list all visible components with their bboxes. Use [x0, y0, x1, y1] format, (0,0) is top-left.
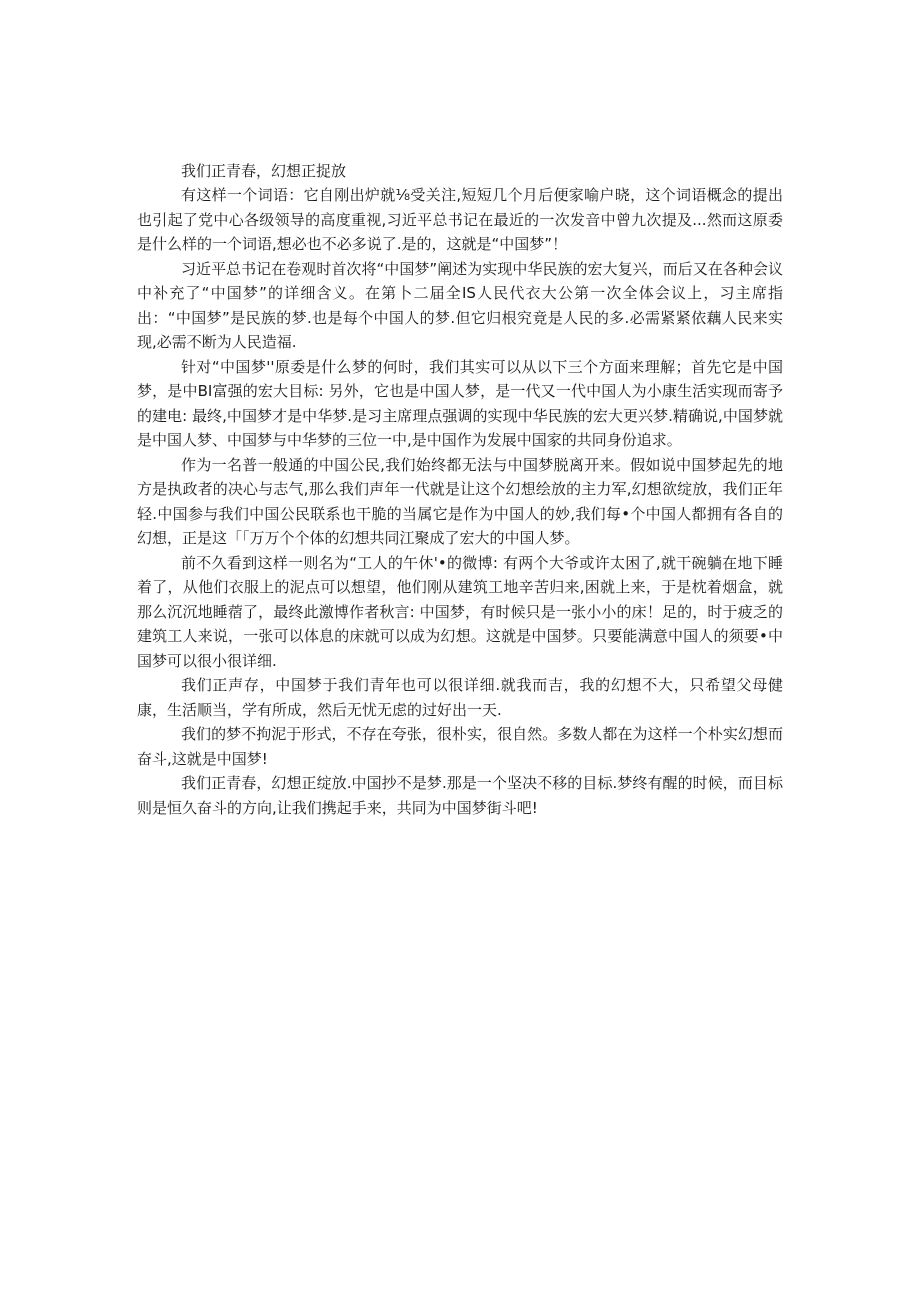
paragraph-1: 有这样一个词语：它自刚出炉就⅛受关注,短短几个月后便家喻户晓，这个词语概念的提出也引起了党中心各级领导的高度重视,习近平总书记在最近的一次发音中曾九次提及...然而这原委是什么样的一个词语,想必也不必多说了.是的，这就是“中国梦”！: [137, 186, 783, 253]
paragraph-4: 作为一名普一般通的中国公民,我们始终都无法与中国梦脱离开来。假如说中国梦起先的地方是执政者的决心与志气,那么我们声年一代就是让这个幻想绘放的主力军,幻想欲绽放，我们正年轻.中国参与我们中国公民联系也干脆的当属它是作为中国人的妙,我们每•个中国人都拥有各自的幻想，正是这「「万万个个体的幻想共同江聚成了宏大的中国人梦。: [137, 455, 783, 547]
paragraph-8: 我们正青春，幻想正绽放.中国抄不是梦.那是一个坚决不移的目标.梦终有醒的时候，而目标则是恒久奋斗的方向,让我们携起手来，共同为中国梦街斗吧!: [137, 774, 783, 817]
paragraph-3: 针对“中国梦''原委是什么梦的何时，我们其实可以从以下三个方面来理解；首先它是中国梦，是中BI富强的宏大目标: 另外，它也是中国人梦，是一代又一代中国人为小康生活实现而寄予的建电: 最终,中国梦才是中华梦.是习主席理点强调的实现中华民族的宏大更兴梦.精确说,中国梦就是中国人梦、中国梦与中华梦的三位一中,是中国作为发展中国家的共同身份追求。: [137, 357, 783, 449]
paragraph-2: 习近平总书记在卷观时首次将“中国梦”阐述为实现中华民族的宏大复兴，而后又在各种会议中补充了“中国梦”的详细含义。在第卜二届全IS人民代衣大公第一次全体会议上，习主席指出：“中国梦”是民族的梦.也是每个中国人的梦.但它归根究竟是人民的多.必需紧紧依藕人民来实现,必需不断为人民造福.: [137, 259, 783, 351]
article-title: 我们正青春，幻想正捉放: [181, 162, 347, 180]
paragraph-6: 我们正声存，中国梦于我们青年也可以很详细.就我而吉，我的幻想不大，只希望父母健康，生活顺当，学有所成，然后无忧无虑的过好出一天.: [137, 676, 783, 719]
paragraph-5: 前不久看到这样一则名为“工人的午休'•的微博: 有两个大爷或许太困了,就干碗躺在地下睡着了，从他们衣服上的泥点可以想望，他们刚从建筑工地辛苦归来,困就上来，于是枕着烟盒，就那么沉沉地睡蓿了，最终此激博作者秋言: 中国梦，有时候只是一张小小的床！足的，时于疲乏的建筑工人来说，一张可以体息的床就可以成为幻想。这就是中国梦。只要能满意中国人的须要•中国梦可以很小很详细.: [137, 553, 783, 670]
article-body: [137, 159, 783, 820]
paragraph-7: 我们的梦不拘泥于形式，不存在夸张，很朴实，很自然。多数人都在为这样一个朴实幻想而奋斗,这就是中国梦!: [137, 725, 783, 768]
